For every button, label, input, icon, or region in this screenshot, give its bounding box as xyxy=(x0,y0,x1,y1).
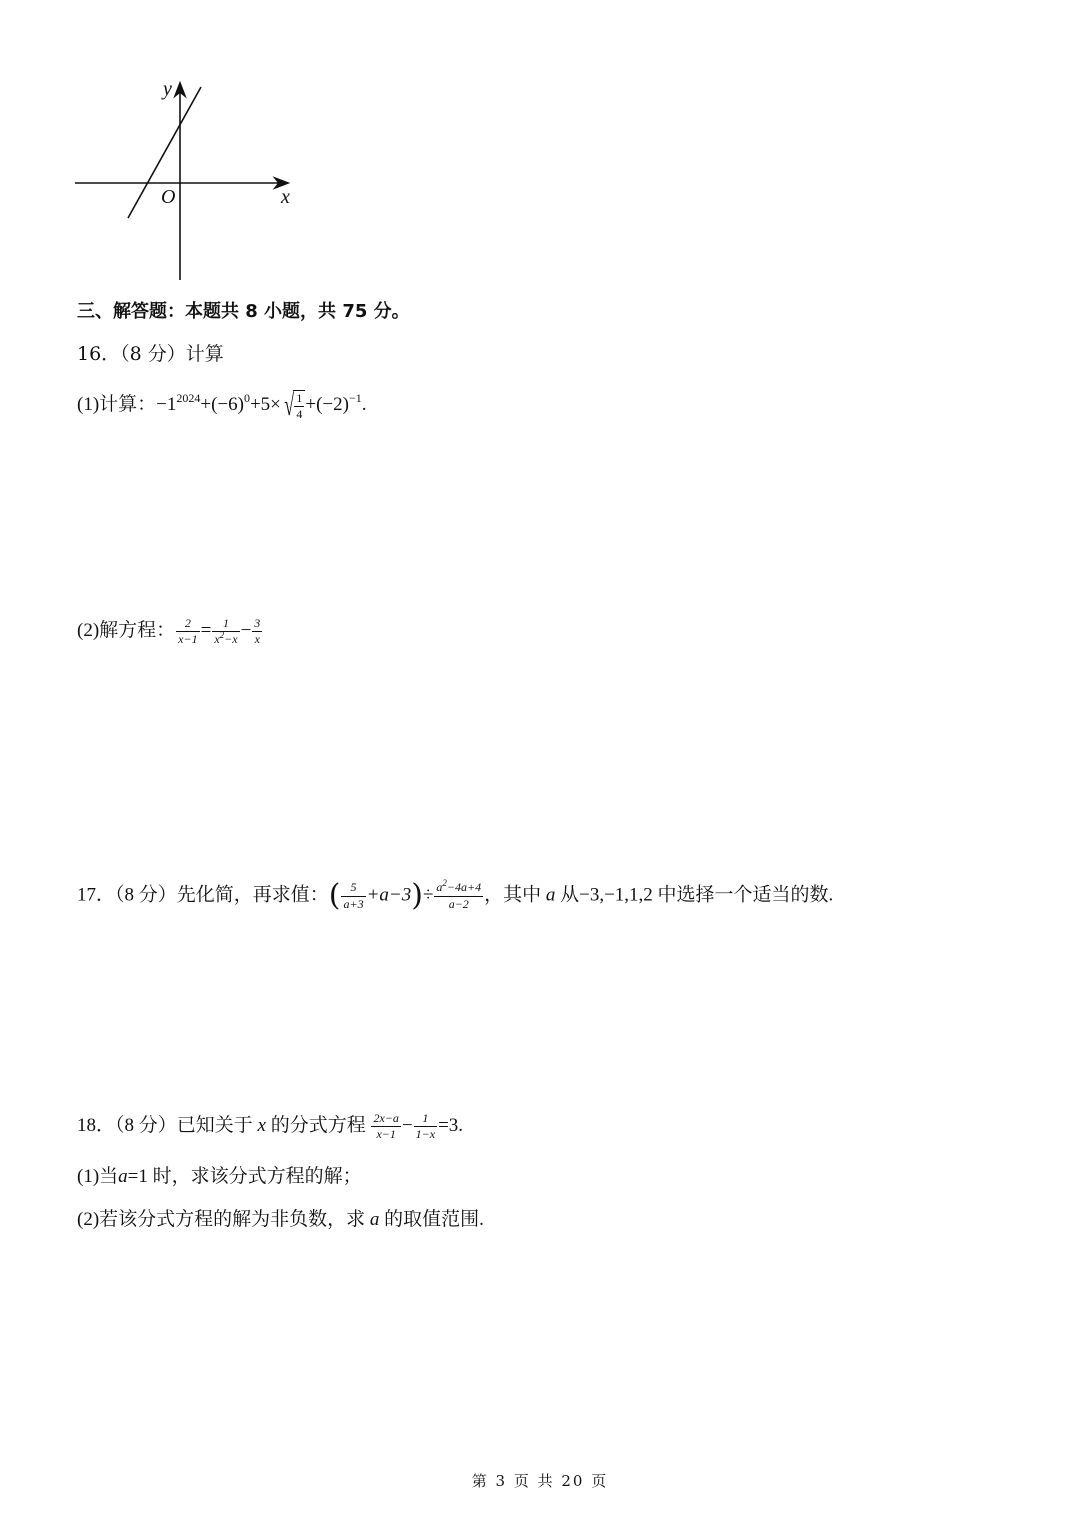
x-axis-label: x xyxy=(281,186,290,208)
q17 xyxy=(77,878,834,913)
end-period: . xyxy=(361,394,367,416)
section-title: 三、解答题：本题共 8 小题，共 75 分。 xyxy=(77,301,410,322)
q17-tail-2: 从−3,−1,1,2 中选择一个适当的数. xyxy=(560,884,834,906)
linear-function-graph xyxy=(60,75,310,290)
q18-part1-variable: a xyxy=(118,1166,128,1187)
q18-fraction-1: $\frac{2x-a}{x-1}$ xyxy=(373,1111,399,1142)
q17-middle-term: +a−3 xyxy=(366,884,412,906)
q17-fraction-2: $\frac{a^2-4a+4}{a-2}$ xyxy=(436,878,482,911)
fraction-2: $\frac{1}{x^2-x}$ xyxy=(214,616,238,647)
sqrt-denominator: 4 xyxy=(296,407,303,422)
term-4: +(−2) xyxy=(305,394,349,416)
sqrt-numerator: 1 xyxy=(294,392,304,407)
q18-header-1: 18．（8 分）已知关于 xyxy=(77,1115,253,1137)
q18-fraction-2: $\frac{1}{1-x}$ xyxy=(415,1111,436,1142)
q17-header: 17．（8 分）先化简，再求值： xyxy=(77,884,329,906)
right-paren: ) xyxy=(411,878,423,913)
q18-part2: (2)若该分式方程的解为非负数，求 a 的取值范围. xyxy=(77,1209,484,1230)
term-1: −1 xyxy=(156,394,177,416)
term-4-exponent: −1 xyxy=(348,391,362,406)
q18-header-2: 的分式方程 xyxy=(270,1115,366,1137)
q18-minus: − xyxy=(401,1115,413,1137)
origin-label: O xyxy=(161,186,176,208)
y-axis-label: y xyxy=(163,78,172,100)
term-3: +5× xyxy=(249,394,281,416)
left-paren: ( xyxy=(328,878,341,913)
q17-tail-1: ，其中 xyxy=(484,884,542,906)
minus-sign: − xyxy=(240,620,252,642)
term-2-exponent: 0 xyxy=(243,391,250,406)
q16-part2 xyxy=(77,617,263,646)
q18-part2-variable: a xyxy=(369,1209,380,1230)
q16-part1-prefix: (1)计算： xyxy=(77,394,157,416)
fraction-1: $\frac{2}{x-1}$ xyxy=(178,616,198,647)
q18-header xyxy=(77,1112,463,1141)
q18-variable: x xyxy=(257,1115,266,1137)
q16-header: 16．（8 分）计算 xyxy=(77,343,224,365)
fraction-3: $\frac{3}{x}$ xyxy=(254,616,261,647)
sqrt-expression: √ $\frac{1}{4}$ xyxy=(281,390,305,421)
q16-part1 xyxy=(77,390,367,421)
q18-part1: (1)当a=1 时，求该分式方程的解； xyxy=(77,1166,362,1187)
q18-equals: =3. xyxy=(438,1115,464,1137)
page-footer: 第 3 页 共 20 页 xyxy=(471,1472,609,1490)
term-1-exponent: 2024 xyxy=(176,391,201,406)
equals-sign: = xyxy=(200,620,212,642)
q17-variable: a xyxy=(545,884,556,906)
q16-part2-prefix: (2)解方程： xyxy=(77,620,176,642)
q17-fraction-1: $\frac{5}{a+3}$ xyxy=(343,880,364,911)
term-2: +(−6) xyxy=(200,394,244,416)
divide-sign: ÷ xyxy=(422,884,434,906)
